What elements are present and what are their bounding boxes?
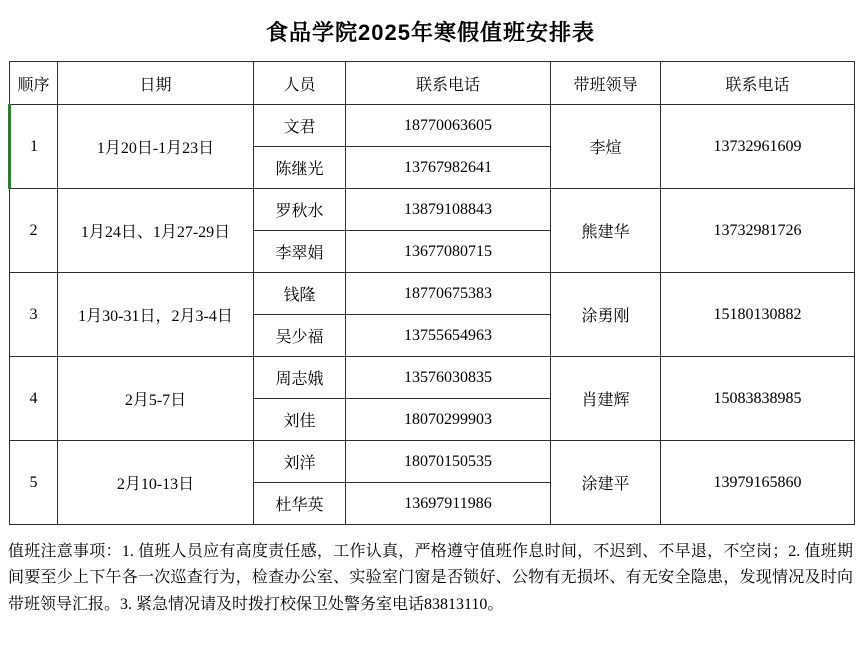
cell-phone: 13879108843 <box>346 189 551 231</box>
column-header-phone: 联系电话 <box>346 62 551 105</box>
cell-person: 刘佳 <box>254 399 346 441</box>
table-row <box>10 189 855 231</box>
table-body <box>10 105 855 525</box>
cell-person: 吴少福 <box>254 315 346 357</box>
cell-person: 罗秋水 <box>254 189 346 231</box>
cell-phone: 18070150535 <box>346 441 551 483</box>
cell-person: 陈继光 <box>254 147 346 189</box>
cell-phone: 18070299903 <box>346 399 551 441</box>
cell-date: 2月10-13日 <box>58 441 254 525</box>
cell-person: 李翠娟 <box>254 231 346 273</box>
duty-schedule-table <box>8 61 855 525</box>
cell-phone: 13767982641 <box>346 147 551 189</box>
cell-person: 周志娥 <box>254 357 346 399</box>
cell-person: 刘洋 <box>254 441 346 483</box>
duty-notes <box>8 539 853 618</box>
column-header-person: 人员 <box>254 62 346 105</box>
column-header-leader-phone: 联系电话 <box>661 62 855 105</box>
cell-person: 文君 <box>254 105 346 147</box>
cell-seq: 2 <box>10 189 58 273</box>
cell-leader-phone: 15083838985 <box>661 357 855 441</box>
cell-date: 1月20日-1月23日 <box>58 105 254 189</box>
duty-notes-text: 值班注意事项：1. 值班人员应有高度责任感，工作认真，严格遵守值班作息时间，不迟到、不早退，不空岗；2. 值班期间要至少上下午各一次巡查行为，检查办公室、实验室门窗是否锁好、公物有无损坏、有无安全隐患，发现情况及时向带班领导汇报。3. 紧急情况请及时拨打校保卫处警务室电话83813110。 <box>8 543 853 613</box>
cell-leader: 肖建辉 <box>551 357 661 441</box>
cell-leader: 涂勇刚 <box>551 273 661 357</box>
cell-phone: 18770063605 <box>346 105 551 147</box>
table-row <box>10 105 855 147</box>
cell-leader: 涂建平 <box>551 441 661 525</box>
cell-person: 钱隆 <box>254 273 346 315</box>
cell-seq: 1 <box>10 105 58 189</box>
column-header-leader: 带班领导 <box>551 62 661 105</box>
cell-leader-phone: 13732961609 <box>661 105 855 189</box>
column-header-seq: 顺序 <box>10 62 58 105</box>
cell-seq: 4 <box>10 357 58 441</box>
table-header <box>10 62 855 105</box>
column-header-date: 日期 <box>58 62 254 105</box>
table-header-row <box>10 62 855 105</box>
table-row <box>10 441 855 483</box>
cell-phone: 13677080715 <box>346 231 551 273</box>
cell-date: 1月24日、1月27-29日 <box>58 189 254 273</box>
page-title: 食品学院2025年寒假值班安排表 <box>266 20 595 45</box>
cell-date: 2月5-7日 <box>58 357 254 441</box>
table-row <box>10 357 855 399</box>
cell-leader: 李煊 <box>551 105 661 189</box>
cell-seq: 5 <box>10 441 58 525</box>
cell-phone: 13755654963 <box>346 315 551 357</box>
cell-date: 1月30-31日，2月3-4日 <box>58 273 254 357</box>
cell-phone: 13697911986 <box>346 483 551 525</box>
cell-phone: 13576030835 <box>346 357 551 399</box>
table-row <box>10 273 855 315</box>
cell-leader-phone: 13732981726 <box>661 189 855 273</box>
cell-phone: 18770675383 <box>346 273 551 315</box>
cell-leader-phone: 13979165860 <box>661 441 855 525</box>
cell-leader-phone: 15180130882 <box>661 273 855 357</box>
cell-person: 杜华英 <box>254 483 346 525</box>
cell-leader: 熊建华 <box>551 189 661 273</box>
cell-seq: 3 <box>10 273 58 357</box>
